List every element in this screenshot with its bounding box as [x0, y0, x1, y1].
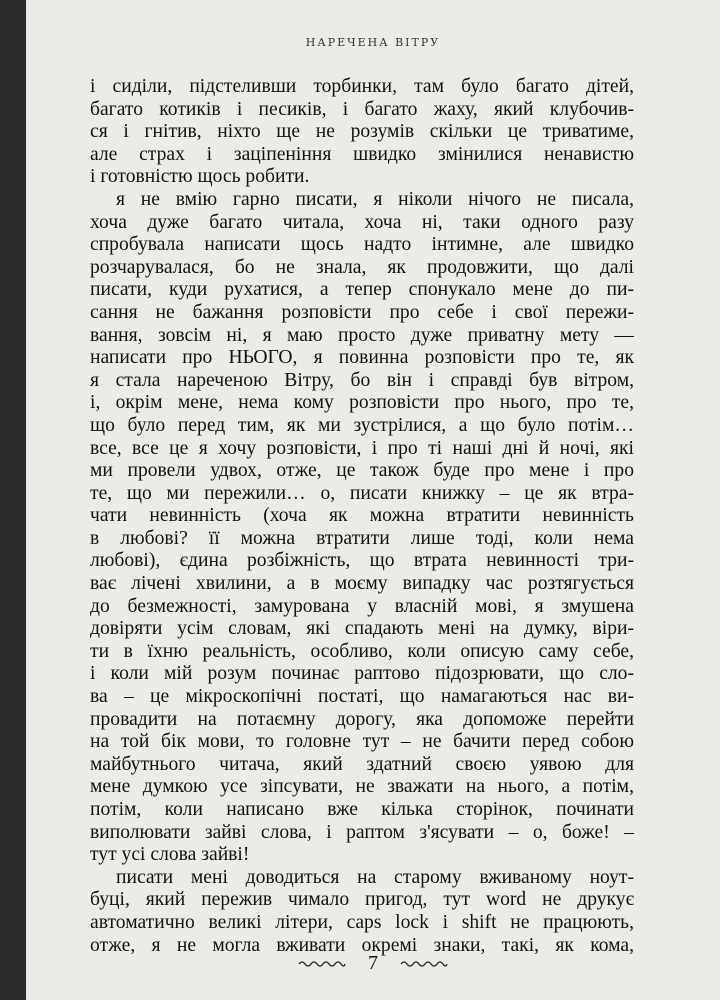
- text-line: писати мені доводиться на старому вживаному ноут-: [116, 866, 634, 888]
- text-line: майбутнього читача, який здатний своєю уявою для: [90, 753, 634, 775]
- text-line: і готовністю щось робити.: [90, 166, 310, 188]
- text-line: до безмежності, замурована у власній мові, я змушена: [90, 595, 634, 617]
- text-line: довіряти усім словам, які спадають мені на думку, віри-: [90, 618, 634, 640]
- text-line: але страх і заціпеніння швидко змінилися ненавистю: [90, 143, 634, 165]
- text-line: тут усі слова зайві!: [90, 844, 250, 866]
- text-line: те, що ми пережили… о, писати книжку – це як втра-: [90, 482, 634, 504]
- text-line: написати про НЬОГО, я повинна розповісти про те, як: [90, 347, 634, 369]
- body-text: [90, 76, 634, 957]
- running-header: НАРЕЧЕНА ВІТРУ: [305, 36, 441, 49]
- text-line: розчарувалася, бо не знала, як продовжити, що далі: [90, 256, 634, 278]
- text-line: в любові? її можна втратити лише тоді, коли нема: [90, 527, 634, 549]
- text-line: що було перед тим, як ми зустрілися, а що було потім…: [90, 414, 634, 436]
- page-footer: [26, 952, 720, 975]
- text-line: хоча дуже багато читала, хоча ні, таки одного разу: [90, 211, 634, 233]
- text-line: спробувала написати щось надто інтимне, але швидко: [90, 234, 634, 256]
- text-line: і, окрім мене, нема кому розповісти про нього, про те,: [90, 392, 634, 414]
- text-line: виполювати зайві слова, і раптом з'ясувати – о, боже! –: [90, 821, 634, 843]
- text-line: писати, куди рухатися, а тепер спонукало мене до пи-: [90, 279, 634, 301]
- text-line: отже, я не могла вживати окремі знаки, такі, як кома,: [90, 934, 634, 956]
- book-page: [26, 0, 720, 1000]
- text-line: я стала нареченою Вітру, бо він і справді був вітром,: [90, 369, 634, 391]
- text-line: ти в їхню реальність, особливо, коли описую саму себе,: [90, 640, 634, 662]
- text-line: багато котиків і песиків, і багато жаху, який клубочив-: [90, 98, 634, 120]
- text-line: і сиділи, підстеливши торбинки, там було багато дітей,: [90, 76, 634, 97]
- text-line: ся і гнітив, ніхто ще не розумів скільки це триватиме,: [90, 121, 634, 143]
- text-line: автоматично великі літери, caps lock і shift не працюють,: [90, 911, 634, 933]
- text-line: ває лічені хвилини, а в моєму випадку час розтягується: [90, 573, 634, 595]
- ornament-wave-right-icon: [400, 959, 448, 969]
- text-line: чати невинність (хоча як можна втратити невинність: [90, 505, 634, 527]
- text-line: ми провели удвох, отже, це також буде про мене і про: [90, 460, 634, 482]
- ornament-wave-left-icon: [298, 959, 346, 969]
- text-line: любові), єдина розбіжність, що втрата невинності три-: [90, 550, 634, 572]
- text-line: і коли мій розум починає раптово підозрювати, що сло-: [90, 663, 634, 685]
- text-line: сання не бажання розповісти про себе і свої пережи-: [90, 301, 634, 323]
- text-line: ва – це мікроскопічні постаті, що намагаються нас ви-: [90, 686, 634, 708]
- text-line: все, все це я хочу розповісти, і про ті наші дні й ночі, які: [90, 437, 634, 459]
- text-line: буці, який пережив чимало пригод, тут word не друкує: [90, 889, 634, 911]
- text-line: на той бік мови, то головне тут – не бачити перед собою: [90, 731, 634, 753]
- text-line: вання, зовсім ні, я маю просто дуже приватну мету —: [90, 324, 634, 346]
- text-line: потім, коли написано вже кілька сторінок, починати: [90, 799, 634, 820]
- page-number: 7: [368, 952, 378, 974]
- text-line: провадити на потаємну дорогу, яка допоможе перейти: [90, 708, 634, 730]
- text-line: я не вмію гарно писати, я ніколи нічого не писала,: [116, 188, 634, 210]
- text-line: мене думкою усе зіпсувати, не зважати на нього, а потім,: [90, 776, 634, 798]
